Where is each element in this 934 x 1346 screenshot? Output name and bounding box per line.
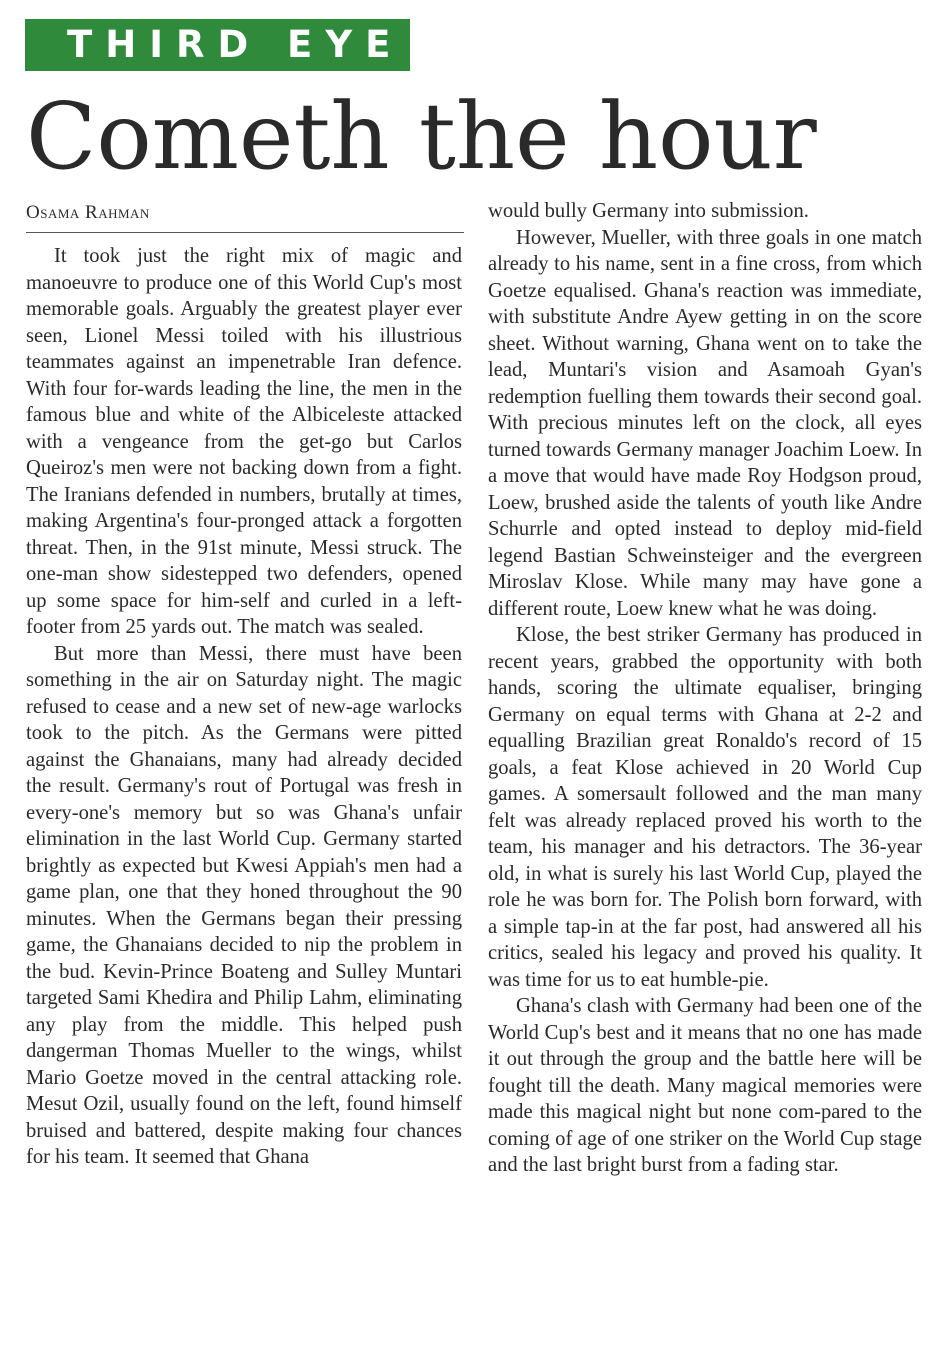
article-column-right <box>488 198 922 1179</box>
section-label: THIRD EYE <box>25 19 410 71</box>
byline: Osama Rahman <box>26 202 150 223</box>
paragraph: But more than Messi, there must have been something in the air on Saturday night. The magic refused to cease and a new set of new-age warlocks took to the pitch. As the Germans were pitted against the Ghanaians, many had already decided the result. Germany's rout of Portugal was fresh in every-one's memory but so was Ghana's unfair elimination in the last World Cup. Germany started brightly as expected but Kwesi Appiah's men had a game plan, one that they honed throughout the 90 minutes. When the Germans began their pressing game, the Ghanaians decided to nip the problem in the bud. Kevin-Prince Boateng and Sulley Muntari targeted Sami Khedira and Philip Lahm, eliminating any play from the middle. This helped push dangerman Thomas Mueller to the wings, whilst Mario Goetze moved in the central attacking role. Mesut Ozil, usually found on the left, found himself bruised and battered, despite making four chances for his team. It seemed that Ghana <box>26 642 462 1168</box>
paragraph: Klose, the best striker Germany has produced in recent years, grabbed the opportunity with both hands, scoring the ultimate equaliser, bringing Germany on equal terms with Ghana at 2-2 and equalling Brazilian great Ronaldo's record of 15 goals, a feat Klose achieved in 20 World Cup games. A somersault followed and the man many felt was already replaced proved his worth to the team, his manager and his detractors. The 36-year old, in what is surely his last World Cup, played the role he was born for. The Polish born forward, with a simple tap-in at the far post, had answered all his critics, sealed his legacy and proved his quality. It was time for us to eat humble-pie. <box>488 624 922 991</box>
headline: Cometh the hour <box>26 83 817 190</box>
article-column-left <box>26 243 462 1171</box>
byline-divider <box>26 232 464 233</box>
paragraph: Ghana's clash with Germany had been one of the World Cup's best and it means that no one has made it out through the group and the battle here will be fought till the death. Many magical memories were made this magical night but none com-pared to the coming of age of one striker on the World Cup stage and the last bright burst from a fading star. <box>488 995 922 1176</box>
paragraph: It took just the right mix of magic and manoeuvre to produce one of this World Cup's most memorable goals. Arguably the greatest player ever seen, Lionel Messi toiled with his illustrious teammates against an impenetrable Iran defence. With four for-wards leading the line, the men in the famous blue and white of the Albiceleste attacked with a vengeance from the get-go but Carlos Queiroz's men were not backing down from a fight. The Iranians defended in numbers, brutally at times, making Argentina's four-pronged attack a forgotten threat. Then, in the 91st minute, Messi struck. The one-man show sidestepped two defenders, opened up some space for him-self and curled in a left-footer from 25 yards out. The match was sealed. <box>26 245 462 638</box>
paragraph-continuation: would bully Germany into submission. <box>488 200 809 222</box>
paragraph: However, Mueller, with three goals in one match already to his name, sent in a fine cross, from which Goetze equalised. Ghana's reaction was immediate, with substitute Andre Ayew getting in on the score sheet. Without warning, Ghana went on to take the lead, Muntari's vision and Asamoah Gyan's redemption fuelling them towards their second goal. With precious minutes left on the clock, all eyes turned towards Germany manager Joachim Loew. In a move that would have made Roy Hodgson proud, Loew, brushed aside the talents of youth like Andre Schurrle and opted instead to deploy mid-field legend Bastian Schweinsteiger and the evergreen Miroslav Klose. While many may have gone a different route, Loew knew what he was doing. <box>488 226 922 620</box>
